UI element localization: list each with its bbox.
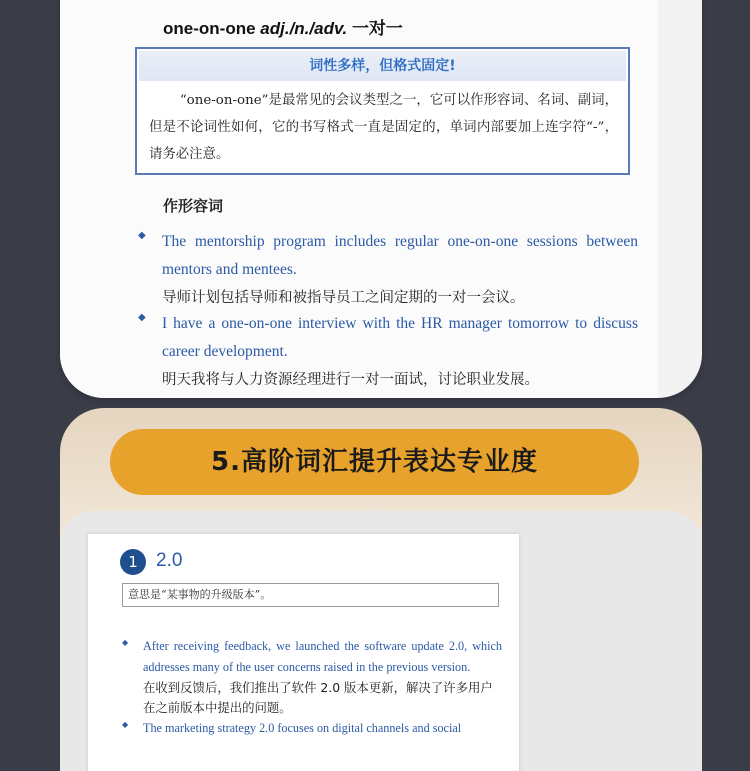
- item-number-badge: 1: [120, 549, 146, 575]
- entry-part-of-speech: adj./n./adv.: [260, 19, 348, 38]
- usage-subheading: 作形容词: [163, 197, 224, 215]
- entry-heading: [163, 14, 403, 39]
- diamond-bullet-icon: ◆: [122, 720, 129, 729]
- entry-term: 2.0: [156, 550, 183, 571]
- book-page: [88, 534, 519, 771]
- note-box: [135, 47, 630, 175]
- book-page: [60, 0, 658, 398]
- example-english: After receiving feedback, we launched the software update 2.0, which addresses many of the user concerns raised in the previous version.: [143, 639, 502, 674]
- section-banner: 5.高阶词汇提升表达专业度: [110, 429, 639, 495]
- entry-meaning: 一对一: [351, 19, 403, 38]
- note-text: “one-on-one”是最常见的会议类型之一，它可以作形容词、名词、副词，但是不论词性如何，它的书写格式一直是固定的，单词内部要加上连字符“-”，请务必注意。: [149, 93, 618, 162]
- section-card: [60, 408, 702, 748]
- example-english: The marketing strategy 2.0 focuses on digital channels and social: [143, 721, 462, 735]
- note-title: 词性多样，但格式固定!: [139, 51, 626, 81]
- example-chinese: 明天我将与人力资源经理进行一对一面试，讨论职业发展。: [162, 372, 539, 388]
- example-chinese: 在收到反馈后，我们推出了软件 2.0 版本更新，解决了许多用户在之前版本中提出的问题。: [143, 680, 493, 715]
- inner-card: [60, 511, 702, 771]
- example-english: I have a one-on-one interview with the HR manager tomorrow to discuss career development.: [162, 315, 638, 360]
- meaning-box: 意思是“某事物的升级版本”。: [122, 583, 499, 607]
- top-card: [60, 0, 702, 398]
- example-chinese: 导师计划包括导师和被指导员工之间定期的一对一会议。: [162, 290, 525, 306]
- diamond-bullet-icon: ◆: [138, 230, 146, 241]
- diamond-bullet-icon: ◆: [122, 638, 129, 647]
- entry-word: one-on-one: [163, 19, 256, 38]
- example-english: The mentorship program includes regular one-on-one sessions between mentors and mentees.: [162, 233, 638, 278]
- diamond-bullet-icon: ◆: [138, 312, 146, 323]
